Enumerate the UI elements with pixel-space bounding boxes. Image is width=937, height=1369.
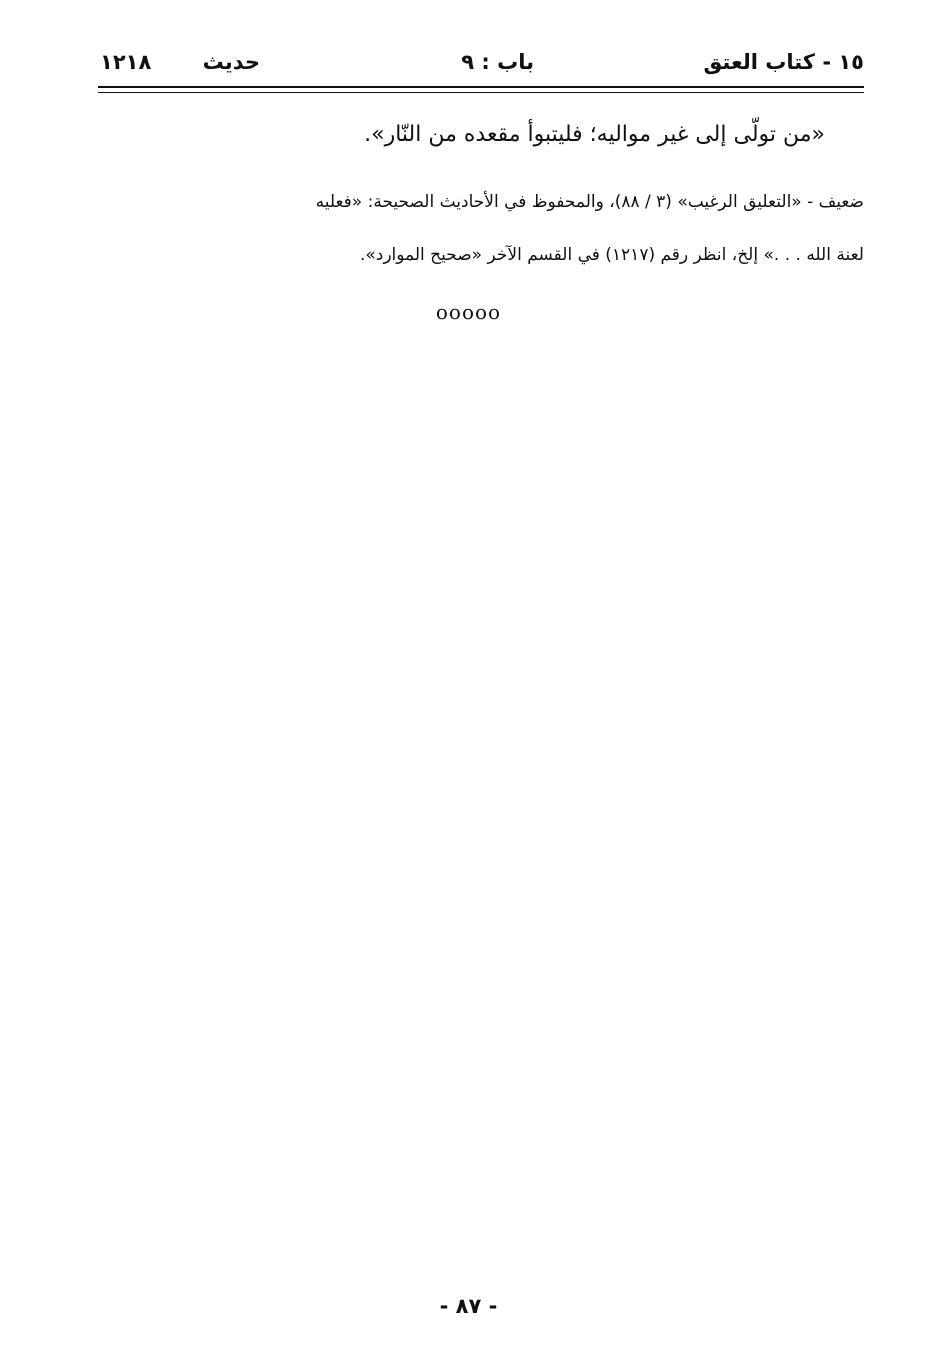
commentary [98, 176, 864, 282]
hadith-label: حديث [202, 50, 260, 74]
chapter-label: باب : ٩ [461, 50, 534, 74]
hadith-number: ١٢١٨ [100, 50, 152, 74]
hadith-text: «من تولّى إلى غير مواليه؛ فليتبوأ مقعده من النّار». [364, 122, 825, 147]
book-title: ١٥ - كتاب العتق [703, 50, 864, 74]
section-separator: ooooo [435, 300, 502, 324]
header-rule-thick [98, 86, 864, 88]
header-rule-thin [98, 92, 864, 93]
running-header [98, 50, 864, 84]
commentary-line-1: ضعيف - «التعليق الرغيب» (٣ / ٨٨)، والمحفوظ في الأحاديث الصحيحة: «فعليه [315, 192, 864, 212]
commentary-line-2: لعنة الله . . .» إلخ، انظر رقم (١٢١٧) في القسم الآخر «صحيح الموارد». [359, 245, 864, 265]
page-number: - ٨٧ - [439, 1294, 498, 1318]
